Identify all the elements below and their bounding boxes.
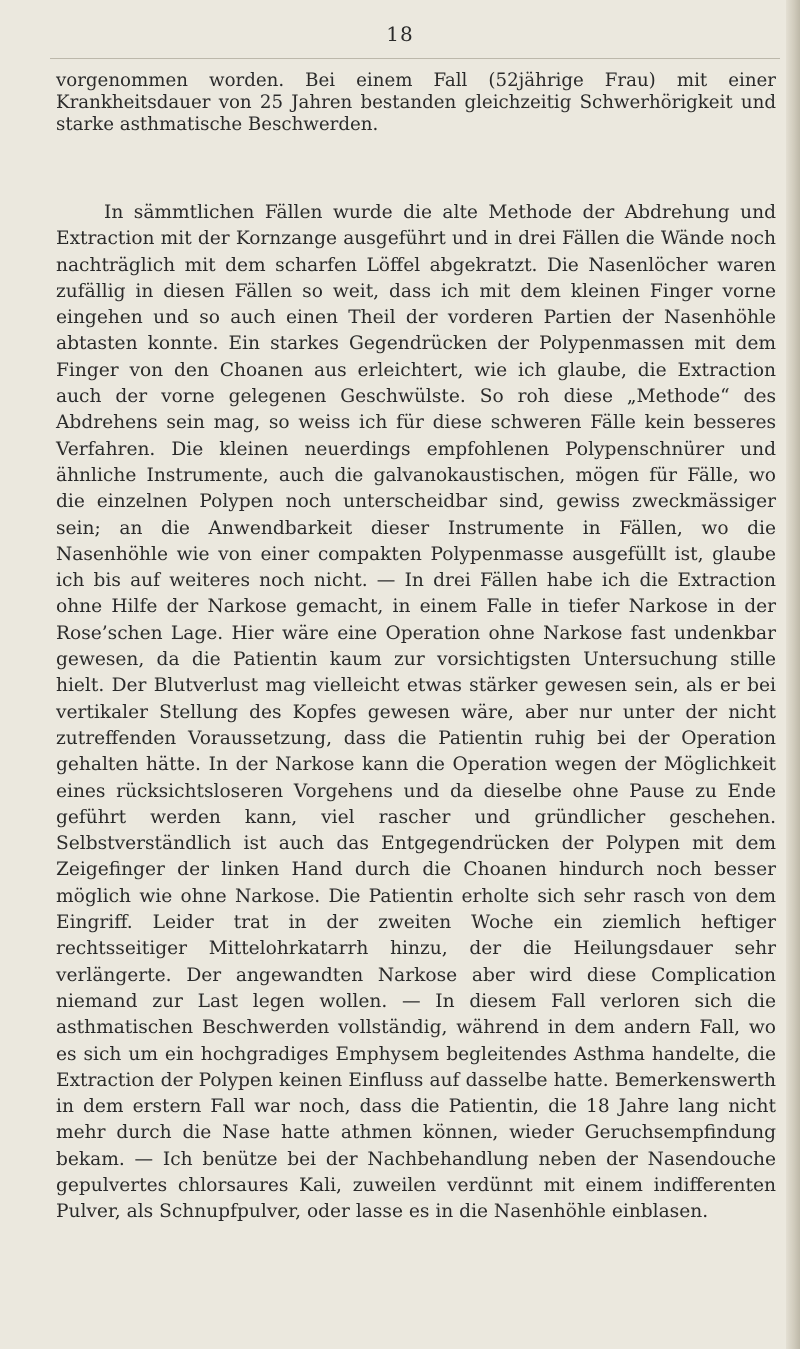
paragraph-continuation: vorgenommen worden. Bei einem Fall (52jährige Frau) mit einer Krankheitsdauer von 25 Jahren bestanden gleichzeitig Schwerhörigkeit und starke asthmatische Beschwerden. [56,70,776,135]
paragraph-main: In sämmtlichen Fällen wurde die alte Methode der Abdrehung und Extraction mit der Kornzange ausgeführt und in drei Fällen die Wände noch nachträglich mit dem scharfen Löffel abgekratzt. Die Nasenlöcher waren zufällig in diesen Fällen so weit, dass ich mit dem kleinen Finger vorne eingehen und so auch einen Theil der vorderen Partien der Nasenhöhle abtasten konnte. Ein starkes Gegendrücken der Polypenmassen mit dem Finger von den Choanen aus erleichtert, wie ich glaube, die Extraction auch der vorne gelegenen Geschwülste. So roh diese „Methode“ des Abdrehens sein mag, so weiss ich für diese schweren Fälle kein besseres Verfahren. Die kleinen neuerdings empfohlenen Polypenschnürer und ähnliche Instrumente, auch die galvanokaustischen, mögen für Fälle, wo die einzelnen Polypen noch unterscheidbar sind, gewiss zweckmässiger sein; an die Anwendbarkeit dieser Instrumente in Fällen, wo die Nasenhöhle wie von einer compakten Polypenmasse ausgefüllt ist, glaube ich bis auf weiteres noch nicht. — In drei Fällen habe ich die Extraction ohne Hilfe der Narkose gemacht, in einem Falle in tiefer Narkose in der Rose’schen Lage. Hier wäre eine Operation ohne Narkose fast undenkbar gewesen, da die Patientin kaum zur vorsichtigsten Untersuchung stille hielt. Der Blutverlust mag vielleicht etwas stärker gewesen sein, als er bei vertikaler Stellung des Kopfes gewesen wäre, aber nur unter der nicht zutreffenden Voraussetzung, dass die Patientin ruhig bei der Operation gehalten hätte. In der Narkose kann die Operation wegen der Möglichkeit eines rücksichtsloseren Vorgehens und da dieselbe ohne Pause zu Ende geführt werden kann, viel rascher und gründlicher geschehen. Selbstverständlich ist auch das Entgegendrücken der Polypen mit dem Zeigefinger der linken Hand durch die Choanen hindurch noch besser möglich wie ohne Narkose. Die Patientin erholte sich sehr rasch von dem Eingriff. Leider trat in der zweiten Woche ein ziemlich heftiger rechtsseitiger Mittelohrkatarrh hinzu, der die Heilungsdauer sehr verlängerte. Der angewandten Narkose aber wird diese Complication niemand zur Last legen wollen. — In diesem Fall verloren sich die asthmatischen Beschwerden vollständig, während in dem andern Fall, wo es sich um ein hochgradiges Emphysem begleitendes Asthma handelte, die Extraction der Polypen keinen Einfluss auf dasselbe hatte. Bemerkenswerth in dem erstern Fall war noch, dass die Patientin, die 18 Jahre lang nicht mehr durch die Nase hatte athmen können, wieder Geruchsempfindung bekam. — Ich benütze bei der Nachbehandlung neben der Nasendouche gepulvertes chlorsaures Kali, zuweilen verdünnt mit einem indifferenten Pulver, als Schnupfpulver, oder lasse es in die Nasenhöhle einblasen. [56,202,776,1223]
page-number: 18 [386,22,414,46]
header-rule [50,58,780,59]
page-edge-shadow [786,0,800,1349]
